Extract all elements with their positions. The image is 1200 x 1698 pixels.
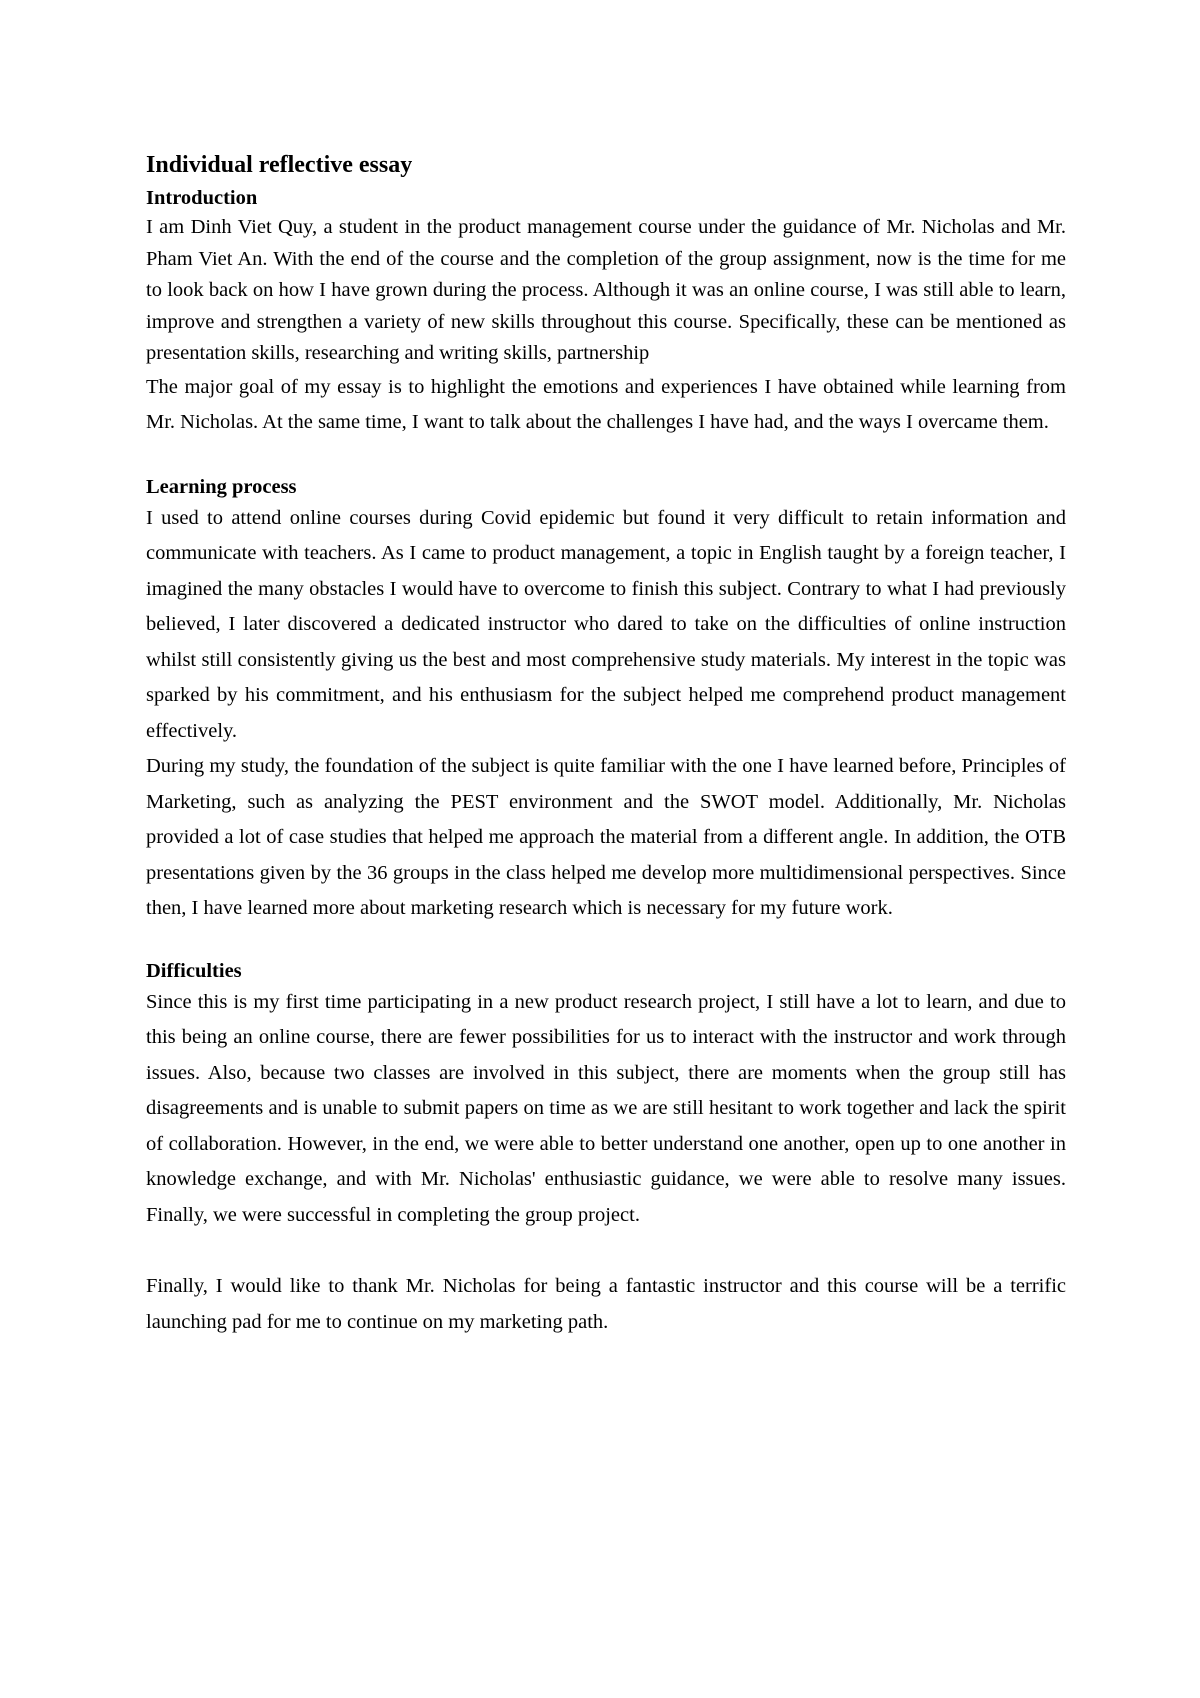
learning-process-paragraph-2: During my study, the foundation of the subject is quite familiar with the one I have learned before, Principles of Marketing, such as analyzing the PEST environment and the SWOT model. Additionally, Mr. Nicholas provided a lot of case studies that helped me approach the material from a different angle. In addition, the OTB presentations given by the 36 groups in the class helped me develop more multidimensional perspectives. Since then, I have learned more about marketing research which is necessary for my future work. [146, 755, 1066, 919]
document-page [146, 150, 1066, 1340]
introduction-paragraph-2: The major goal of my essay is to highlight the emotions and experiences I have obtained while learning from Mr. Nicholas. At the same time, I want to talk about the challenges I have had, and the ways I overcame them. [146, 375, 1066, 433]
learning-process-paragraph-1: I used to attend online courses during Covid epidemic but found it very difficult to retain information and communicate with teachers. As I came to product management, a topic in English taught by a foreign teacher, I imagined the many obstacles I would have to overcome to finish this subject. Contrary to what I had previously believed, I later discovered a dedicated instructor who dared to take on the difficulties of online instruction whilst still consistently giving us the best and most comprehensive study materials. My interest in the topic was sparked by his commitment, and his enthusiasm for the subject helped me comprehend product management effectively. [146, 506, 1066, 742]
section-heading-difficulties: Difficulties [146, 959, 242, 982]
difficulties-paragraph-1: Since this is my first time participating in a new product research project, I still have a lot to learn, and due to this being an online course, there are fewer possibilities for us to interact with the instructor and work through issues. Also, because two classes are involved in this subject, there are moments when the group still has disagreements and is unable to submit papers on time as we are still hesitant to work together and lack the spirit of collaboration. However, in the end, we were able to better understand one another, open up to one another in knowledge exchange, and with Mr. Nicholas' enthusiastic guidance, we were able to resolve many issues. Finally, we were successful in completing the group project. [146, 990, 1066, 1226]
introduction-paragraph-1: I am Dinh Viet Quy, a student in the product management course under the guidance of Mr. Nicholas and Mr. Pham Viet An. With the end of the course and the completion of the group assignment, now is the time for me to look back on how I have grown during the process. Although it was an online course, I was still able to learn, improve and strengthen a variety of new skills throughout this course. Specifically, these can be mentioned as presentation skills, researching and writing skills, partnership [146, 216, 1066, 364]
section-heading-learning-process: Learning process [146, 475, 297, 498]
closing-paragraph: Finally, I would like to thank Mr. Nicholas for being a fantastic instructor and this course will be a terrific launching pad for me to continue on my marketing path. [146, 1275, 1066, 1333]
document-title: Individual reflective essay [146, 152, 413, 178]
section-heading-introduction: Introduction [146, 187, 258, 209]
